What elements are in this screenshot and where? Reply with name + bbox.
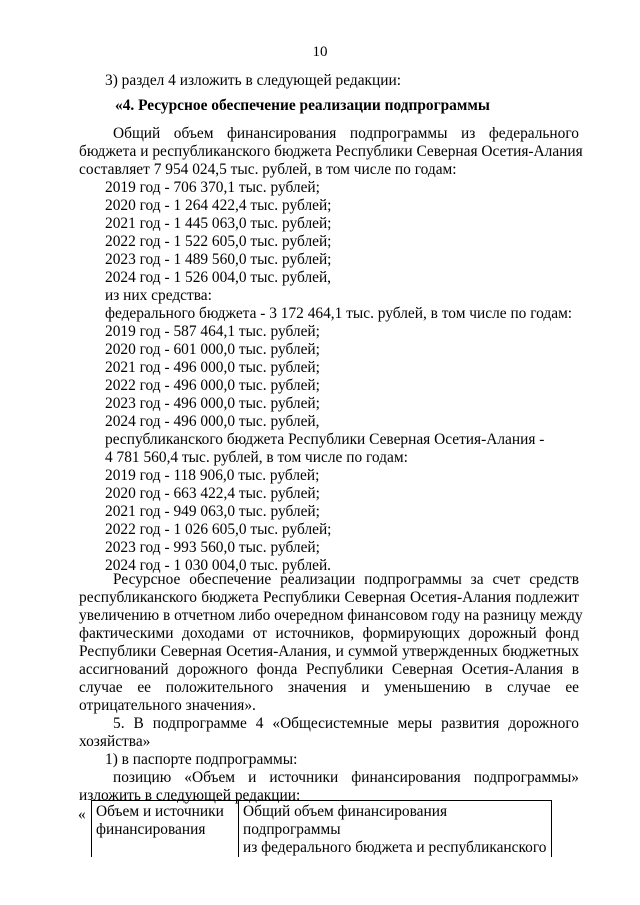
of-which-text: из них средства: bbox=[105, 287, 212, 304]
paragraph-line: ассигнований дорожного фонда Республики Северная Осетия-Алания в bbox=[79, 661, 579, 678]
financing-table bbox=[91, 800, 552, 857]
item-3-text: 3) раздел 4 изложить в следующей редакции: bbox=[105, 72, 401, 89]
republic-heading-1: республиканского бюджета Республики Северная Осетия-Алания - bbox=[105, 431, 545, 448]
list-item: 2024 год - 1 526 004,0 тыс. рублей, bbox=[105, 269, 332, 286]
list-item: 2019 год - 587 464,1 тыс. рублей; bbox=[105, 323, 320, 340]
list-item: 2023 год - 496 000,0 тыс. рублей; bbox=[105, 395, 320, 412]
paragraph-line: Ресурсное обеспечение реализации подпрограммы за счет средств bbox=[113, 571, 579, 588]
intro-line-1: Общий объем финансирования подпрограммы из федерального bbox=[113, 125, 579, 142]
federal-heading: федерального бюджета - 3 172 464,1 тыс. рублей, в том числе по годам: bbox=[105, 305, 573, 322]
list-item: 2024 год - 496 000,0 тыс. рублей, bbox=[105, 413, 320, 430]
list-item: 2021 год - 496 000,0 тыс. рублей; bbox=[105, 359, 320, 376]
list-item: 2021 год - 1 445 063,0 тыс. рублей; bbox=[105, 215, 332, 232]
list-item: 2022 год - 496 000,0 тыс. рублей; bbox=[105, 377, 320, 394]
paragraph-line: отрицательного значения». bbox=[79, 697, 256, 714]
republic-heading-2: 4 781 560,4 тыс. рублей, в том числе по годам: bbox=[105, 449, 408, 466]
list-item: 2023 год - 993 560,0 тыс. рублей; bbox=[105, 539, 320, 556]
section-title: «4. Ресурсное обеспечение реализации подпрограммы bbox=[115, 97, 490, 114]
paragraph-line: случае ее положительного значения и уменьшению в случае ее bbox=[79, 679, 579, 696]
paragraph-line: фактическими доходами от источников, формирующих дорожный фонд bbox=[79, 625, 579, 642]
paragraph-line: увеличению в отчетном либо очередном финансовом году на разницу между bbox=[79, 607, 583, 624]
position-line-1: позицию «Объем и источники финансирования подпрограммы» bbox=[113, 769, 579, 786]
paragraph-line: республиканского бюджета Республики Северная Осетия-Алания подлежит bbox=[79, 589, 579, 606]
list-item: 2022 год - 1 522 605,0 тыс. рублей; bbox=[105, 233, 332, 250]
table-right-line-1: Общий объем финансирования подпрограммы bbox=[243, 803, 448, 838]
table-left-line-2: финансирования bbox=[96, 821, 206, 838]
intro-line-3: составляет 7 954 024,5 тыс. рублей, в том числе по годам: bbox=[79, 161, 457, 178]
table-cell-right bbox=[239, 801, 552, 858]
list-item: 2023 год - 1 489 560,0 тыс. рублей; bbox=[105, 251, 332, 268]
paragraph-line: Республики Северная Осетия-Алания, и суммой утвержденных бюджетных bbox=[79, 643, 579, 660]
item-5-line-1: 5. В подпрограмме 4 «Общесистемные меры развития дорожного bbox=[113, 715, 579, 732]
list-item: 2020 год - 601 000,0 тыс. рублей; bbox=[105, 341, 320, 358]
open-quote: « bbox=[78, 806, 86, 823]
list-item: 2024 год - 1 030 004,0 тыс. рублей. bbox=[105, 557, 332, 574]
table-left-line-1: Объем и источники bbox=[96, 803, 224, 820]
list-item: 2020 год - 663 422,4 тыс. рублей; bbox=[105, 485, 320, 502]
item-5-1-text: 1) в паспорте подпрограммы: bbox=[105, 751, 298, 768]
item-5-line-2: хозяйства» bbox=[79, 733, 151, 750]
intro-line-2: бюджета и республиканского бюджета Республики Северная Осетия-Алания bbox=[79, 143, 583, 160]
table-right-line-2: из федерального бюджета и республиканского bbox=[243, 839, 547, 856]
page-number: 10 bbox=[312, 44, 328, 60]
list-item: 2022 год - 1 026 605,0 тыс. рублей; bbox=[105, 521, 332, 538]
table-row bbox=[92, 801, 552, 858]
list-item: 2019 год - 118 906,0 тыс. рублей; bbox=[105, 467, 320, 484]
list-item: 2019 год - 706 370,1 тыс. рублей; bbox=[105, 179, 320, 196]
position-line-2: изложить в следующей редакции: bbox=[79, 787, 301, 804]
list-item: 2020 год - 1 264 422,4 тыс. рублей; bbox=[105, 197, 332, 214]
list-item: 2021 год - 949 063,0 тыс. рублей; bbox=[105, 503, 320, 520]
table-cell-left bbox=[92, 801, 239, 858]
